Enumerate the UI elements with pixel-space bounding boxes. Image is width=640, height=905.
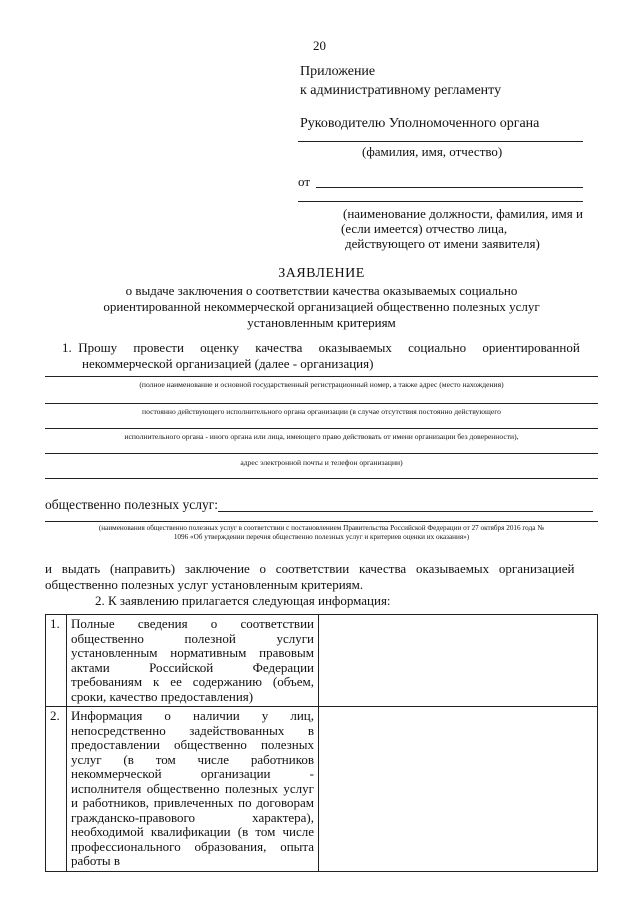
from-line-1 [316,187,583,188]
services-caption-1: (наименования общественно полезных услуг в соответствии с постановлением Правительства Российской Федерации от 27 октября 2016 года № [98,524,545,532]
from-label: от [298,174,311,189]
org-line-4 [45,453,598,454]
title-line-2: ориентированной некоммерческой организацией общественно полезных услуг [103,299,540,314]
from-caption-line-3: действующего от имени заявителя) [345,236,540,251]
org-line-2 [45,403,598,404]
addressee-caption: (фамилия, имя, отчество) [362,144,503,159]
row-number: 2. [46,707,67,872]
services-caption-2: 1096 «Об утверждении перечня общественно полезных услуг и критериев оценки их оказания») [173,533,470,541]
document-title: ЗАЯВЛЕНИЕ [278,266,365,281]
row-description: Информация о наличии у лиц, непосредственно задействованных в предоставлении общественно полезных услуг (в том числе работников некоммерческой организации - исполнителя общественно полезных услуг и работников, привлеченных по договорам гражданско-правового характера), необходимой квалификации (в том числе профессионального образования, опыта работы в [67,707,319,872]
addressee-line [298,141,583,142]
from-line-2 [298,201,583,202]
services-line [218,511,593,512]
row-value-cell[interactable] [319,707,598,872]
from-caption-line-1: (наименование должности, фамилия, имя и [343,206,583,221]
paragraph-1-cont-line-1: и выдать (направить) заключение о соответствии качества оказываемых организацией [45,561,575,576]
paragraph-1-line-1: 1. Прошу провести оценку качества оказываемых социально ориентированной [62,340,580,355]
org-caption-3: исполнительного органа - иного органа или лица, имеющего право действовать от имени организации без доверенности), [124,432,519,441]
row-description: Полные сведения о соответствии общественно полезной услуги установленным нормативным правовым актами Российской Федерации требованиям к ее содержанию (объем, сроки, качество предоставления) [67,615,319,707]
row-value-cell[interactable] [319,615,598,707]
org-caption-1: (полное наименование и основной государственный регистрационный номер, а также адрес (место нахождения) [139,380,504,389]
org-line-3 [45,428,598,429]
table-row [46,615,598,707]
paragraph-1-cont-line-2: общественно полезных услуг установленным критериям. [45,577,364,592]
addressee-label: Руководителю Уполномоченного органа [300,116,540,131]
title-line-3: установленным критериям [247,315,396,330]
services-line-2 [45,521,598,522]
org-caption-2: постоянно действующего исполнительного органа организации (в случае отсутствия постоянно действующего [142,407,501,416]
paragraph-1-line-2: некоммерческой организацией (далее - организация) [82,356,374,371]
page-number: 20 [313,38,326,53]
appendix-line-2: к административному регламенту [300,83,502,98]
org-line-5 [45,478,598,479]
org-caption-4: адрес электронной почты и телефон организации) [240,458,403,467]
title-line-1: о выдаче заключения о соответствии качества оказываемых социально [125,283,518,298]
org-name-line [45,376,598,377]
services-label: общественно полезных услуг: [45,497,219,512]
row-number: 1. [46,615,67,707]
paragraph-2: 2. К заявлению прилагается следующая информация: [95,593,391,608]
appendix-line-1: Приложение [300,64,376,79]
table-row [46,707,598,872]
info-table [45,614,598,872]
from-caption-line-2: (если имеется) отчество лица, [341,221,508,236]
